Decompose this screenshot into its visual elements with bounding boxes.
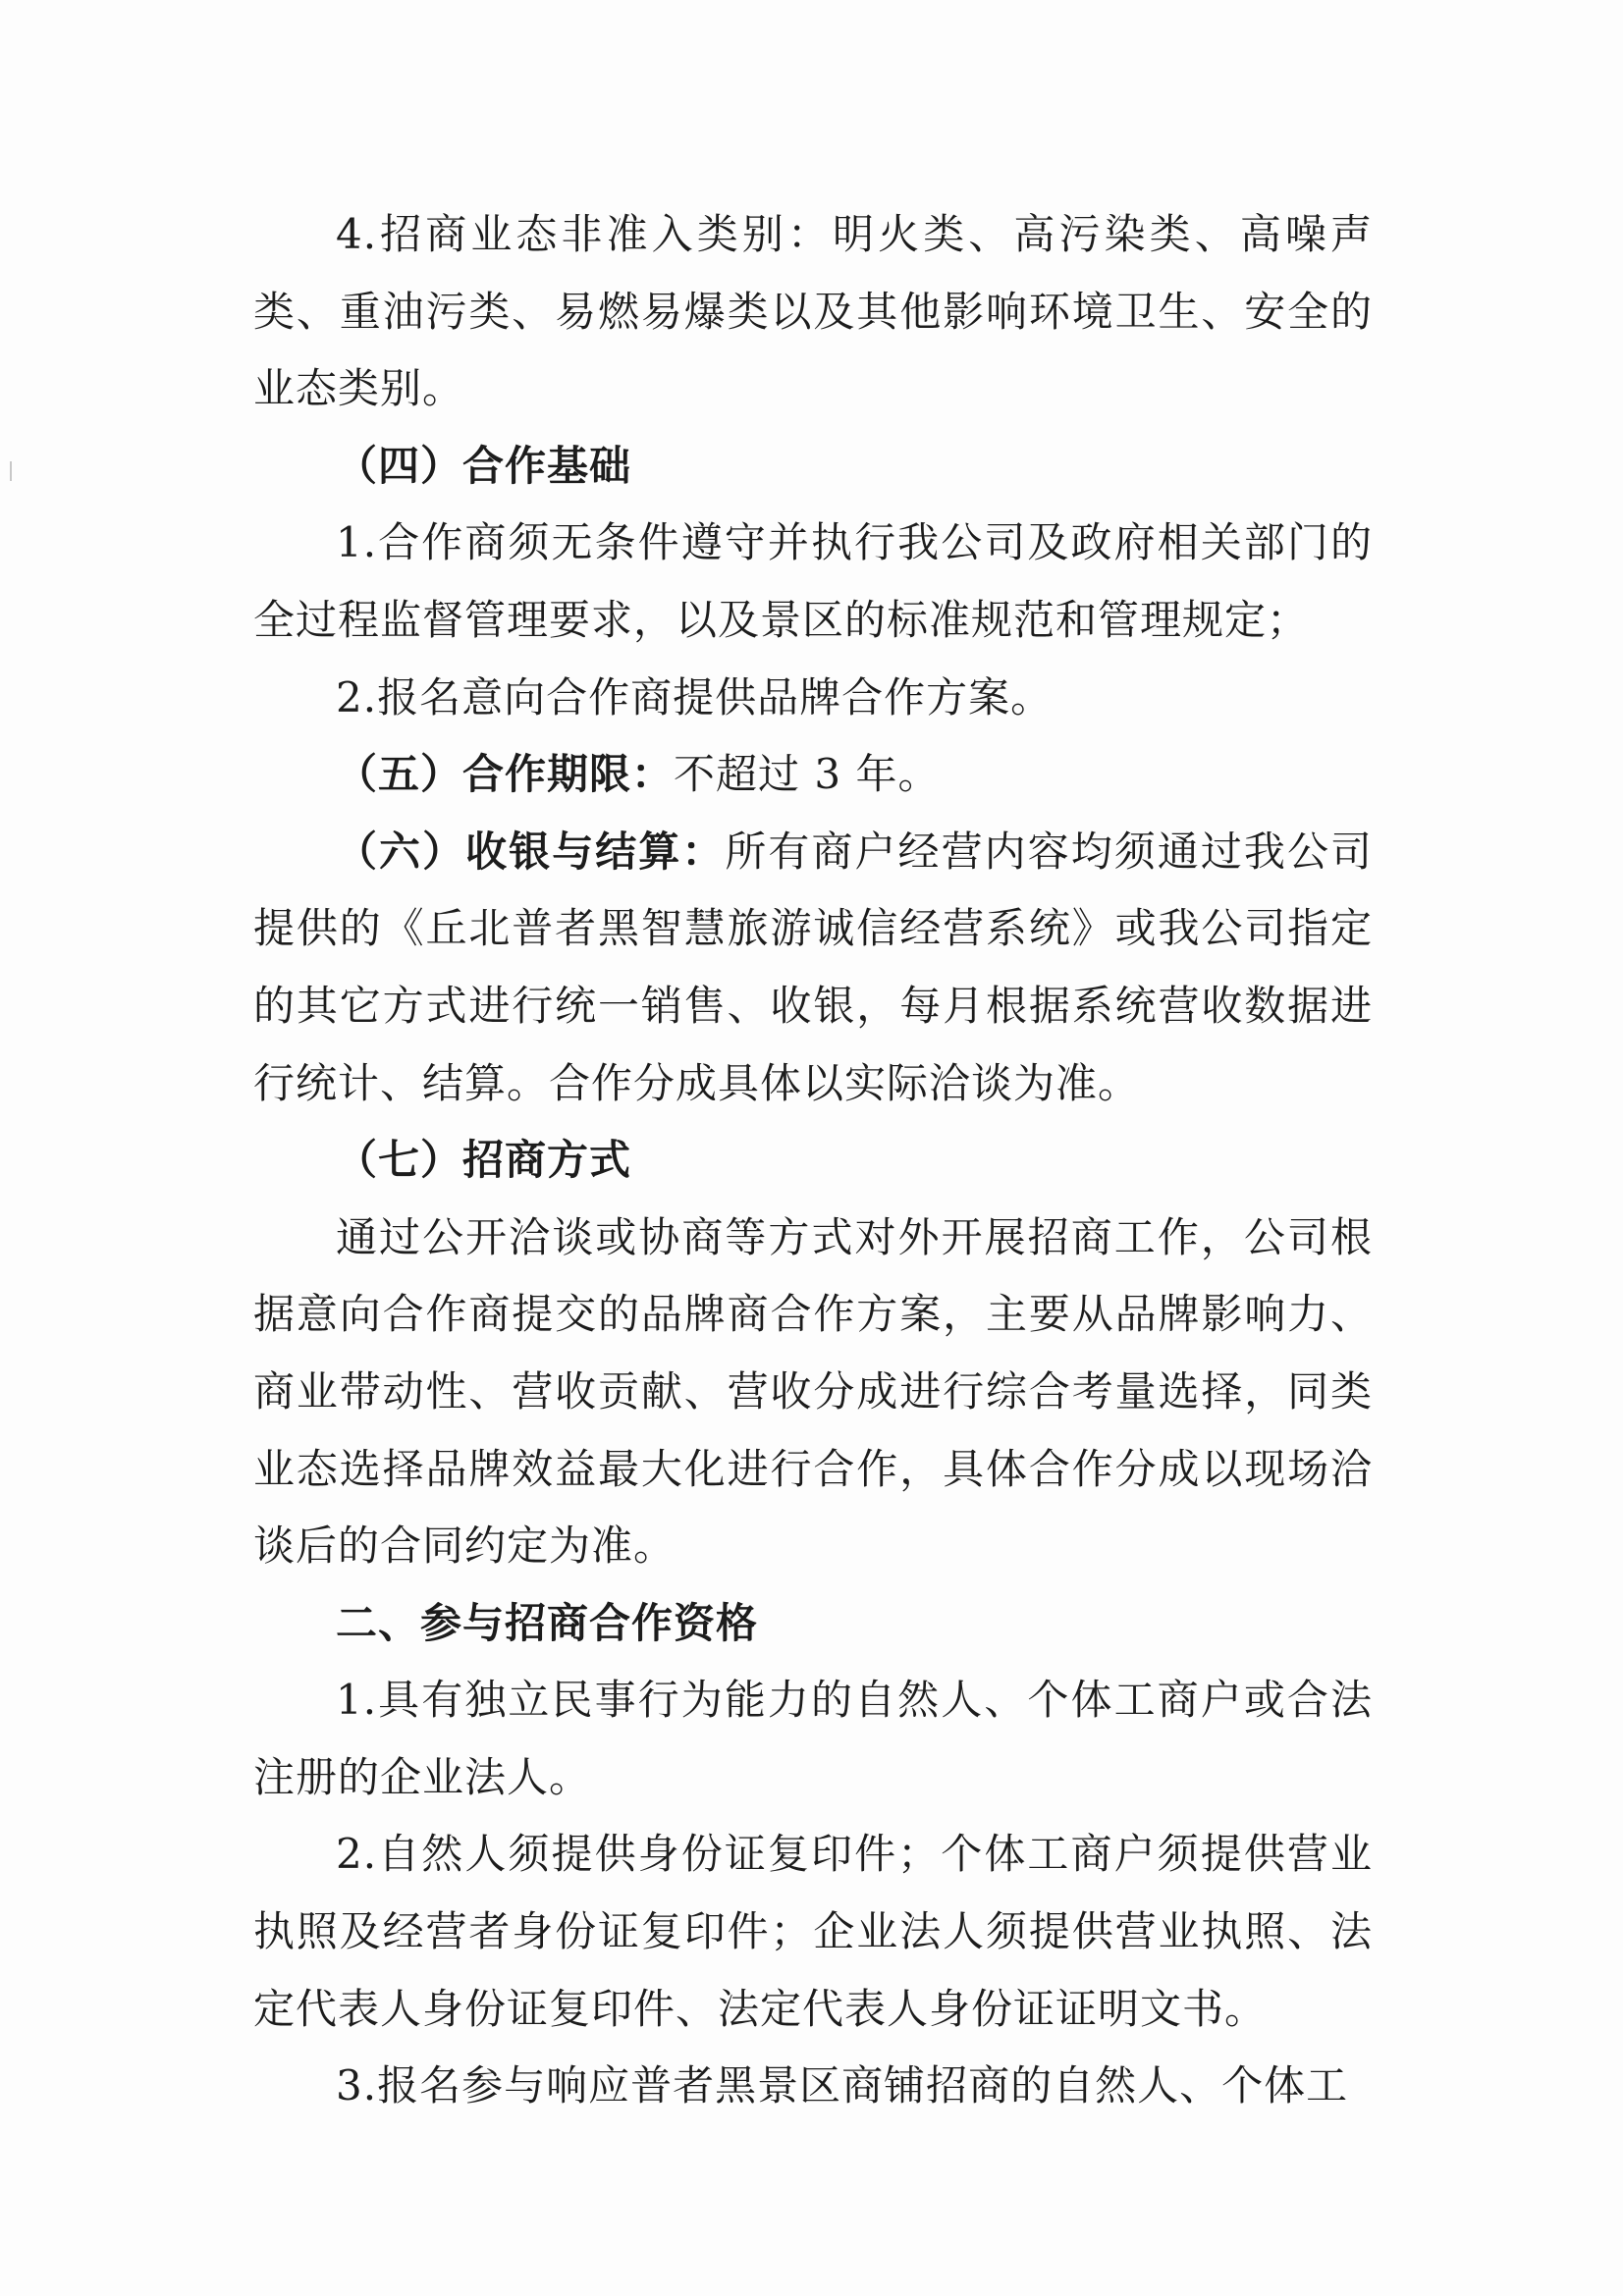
paragraph-compliance-requirement: 1.合作商须无条件遵守并执行我公司及政府相关部门的全过程监督管理要求，以及景区的标准规范和管理规定； — [253, 518, 1373, 644]
subheading-label: （六）收银与结算： — [336, 827, 726, 876]
subheading-cashier-settlement — [253, 814, 1373, 1122]
subheading-text: 所有商户经营内容均须通过我公司提供的《丘北普者黑智慧旅游诚信经营系统》或我公司指定的其它方式进行统一销售、收银，每月根据系统营收数据进行统计、结算。合作分成具体以实际洽谈为准。 — [253, 827, 1373, 1107]
paragraph-investment-method-detail: 通过公开洽谈或协商等方式对外开展招商工作，公司根据意向合作商提交的品牌商合作方案，主要从品牌影响力、商业带动性、营收贡献、营收分成进行综合考量选择，同类业态选择品牌效益最大化进行合作，具体合作分成以现场洽谈后的合同约定为准。 — [253, 1212, 1373, 1571]
paragraph-qualification-2: 2.自然人须提供身份证复印件；个体工商户须提供营业执照及经营者身份证复印件；企业法人须提供营业执照、法定代表人身份证复印件、法定代表人身份证证明文书。 — [253, 1830, 1373, 2033]
paragraph-non-admitted-categories: 4.招商业态非准入类别：明火类、高污染类、高噪声类、重油污类、易燃易爆类以及其他影响环境卫生、安全的业态类别。 — [253, 210, 1373, 413]
subheading-cooperation-term — [253, 736, 1373, 814]
subheading-label: （四）合作基础 — [336, 441, 632, 490]
subheading-text: 不超过 3 年。 — [674, 750, 941, 799]
paragraph-qualification-3: 3.报名参与响应普者黑景区商铺招商的自然人、个体工 — [336, 2061, 1349, 2110]
subheading-cooperation-basis — [253, 428, 1373, 506]
section-heading-qualification: 二、参与招商合作资格 — [336, 1598, 759, 1647]
subheading-investment-method — [253, 1122, 1373, 1200]
paragraph-brand-plan: 2.报名意向合作商提供品牌合作方案。 — [336, 672, 1054, 721]
scan-mark — [10, 461, 12, 481]
subheading-label: （五）合作期限： — [336, 750, 675, 799]
document-body — [253, 196, 1373, 2125]
subheading-label: （七）招商方式 — [336, 1136, 632, 1185]
paragraph-qualification-1: 1.具有独立民事行为能力的自然人、个体工商户或合法注册的企业法人。 — [253, 1676, 1373, 1801]
